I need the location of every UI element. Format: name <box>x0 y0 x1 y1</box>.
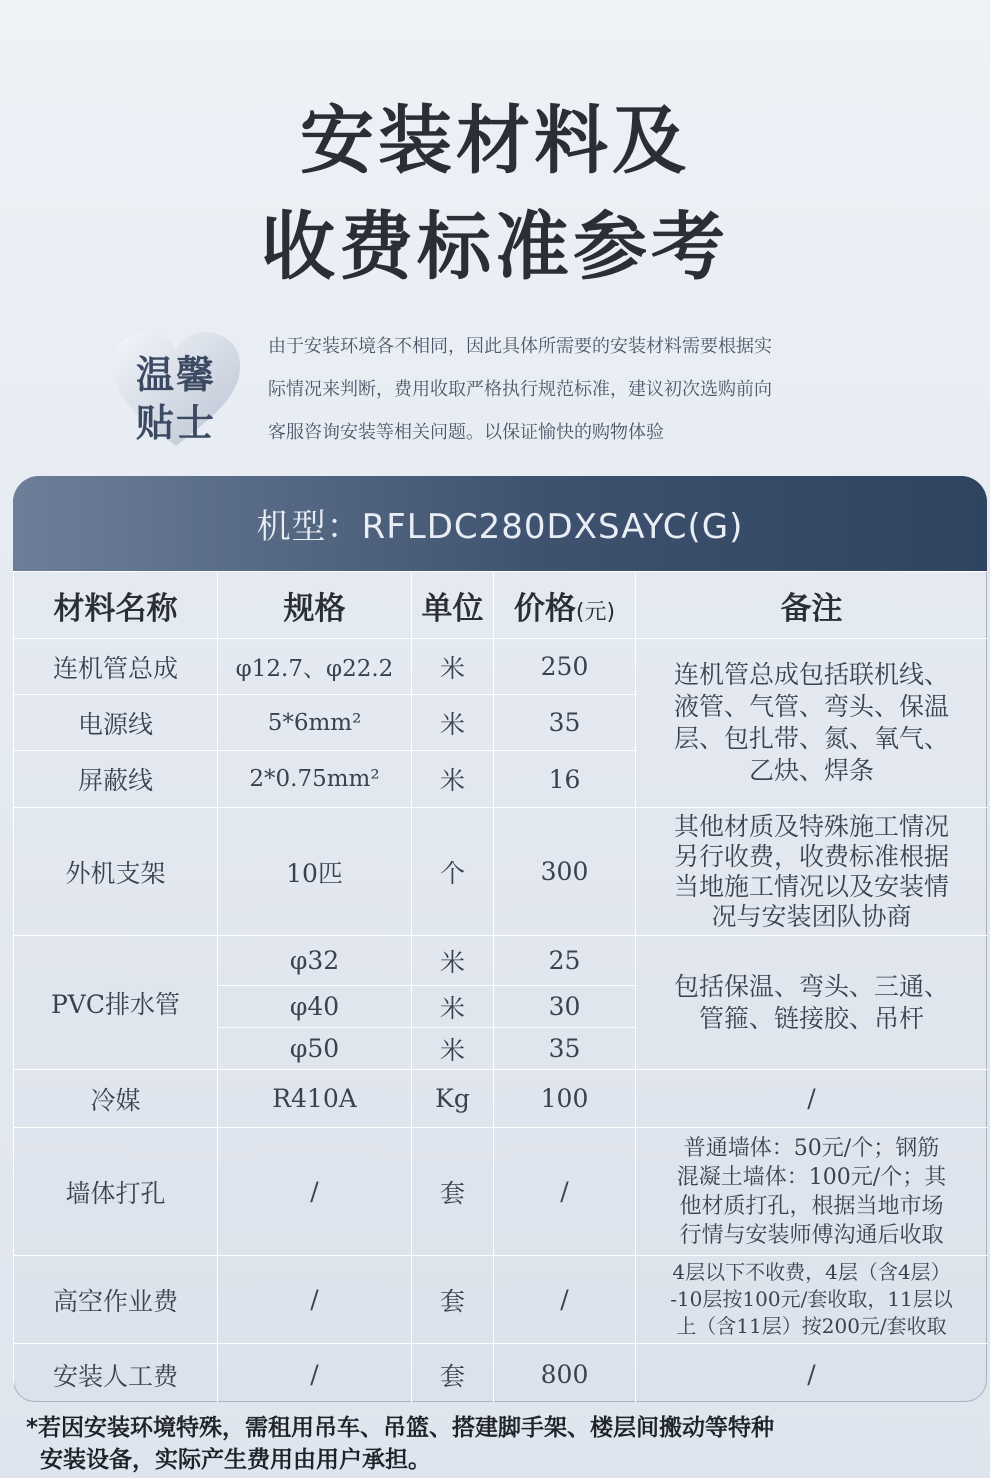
header-price <box>494 572 636 639</box>
footer-note <box>26 1412 966 1476</box>
note-line: 行情与安装师傅沟通后收取 <box>679 1222 944 1248</box>
table-row <box>14 1344 988 1403</box>
cell-spec: φ12.7、φ22.2 <box>218 639 412 695</box>
footer-line: *若因安装环境特殊，需租用吊车、吊篮、搭建脚手架、楼层间搬动等特种 <box>26 1415 775 1441</box>
cell-spec: / <box>218 1256 412 1344</box>
cell-unit: 米 <box>412 639 494 695</box>
cell-unit: 米 <box>412 695 494 751</box>
cell-spec: / <box>218 1344 412 1403</box>
header-price-label: 价格 <box>513 590 576 627</box>
cell-unit: 米 <box>412 751 494 808</box>
cell-note-pipes <box>636 639 988 808</box>
note-line: 另行收费，收费标准根据 <box>673 841 949 871</box>
price-card <box>13 476 987 1402</box>
price-table <box>13 571 987 1402</box>
cell-price: 35 <box>494 1028 636 1070</box>
cell-note-refrigerant: / <box>636 1070 988 1128</box>
note-line: 液管、气管、弯头、保温 <box>673 692 949 721</box>
cell-name: 屏蔽线 <box>14 751 218 808</box>
note-line: 当地施工情况以及安装情 <box>673 871 949 901</box>
cell-price: 300 <box>494 808 636 936</box>
cell-note-bracket <box>636 808 988 936</box>
footer-line: 安装设备，实际产生费用由用户承担。 <box>40 1447 431 1473</box>
cell-name: 墙体打孔 <box>14 1128 218 1256</box>
table-row <box>14 936 988 986</box>
tip-label-line1: 温馨 <box>135 353 216 397</box>
cell-unit: 套 <box>412 1128 494 1256</box>
cell-name: 电源线 <box>14 695 218 751</box>
cell-spec: 2*0.75mm² <box>218 751 412 808</box>
cell-unit: Kg <box>412 1070 494 1128</box>
model-label: 机型：RFLDC280DXSAYC(G) <box>256 507 744 547</box>
cell-note-height <box>636 1256 988 1344</box>
tip-badge <box>108 330 244 450</box>
table-row <box>14 1128 988 1256</box>
cell-unit: 米 <box>412 986 494 1028</box>
note-line: 包括保温、弯头、三通、 <box>673 971 949 1001</box>
note-line: 其他材质及特殊施工情况 <box>673 811 949 841</box>
cell-price: 35 <box>494 695 636 751</box>
note-line: 管箍、链接胶、吊杆 <box>698 1003 924 1033</box>
cell-note-pvc <box>636 936 988 1070</box>
note-line: 连机管总成包括联机线、 <box>673 660 949 689</box>
tip-label-line2: 贴士 <box>135 401 216 445</box>
note-line: 他材质打孔，根据当地市场 <box>679 1193 944 1219</box>
cell-name: 外机支架 <box>14 808 218 936</box>
cell-price: / <box>494 1128 636 1256</box>
header-note: 备注 <box>636 572 988 639</box>
note-line: 乙炔、焊条 <box>748 756 874 785</box>
table-row <box>14 639 988 695</box>
note-line: 4层以下不收费，4层（含4层） <box>672 1260 951 1284</box>
cell-price: 25 <box>494 936 636 986</box>
tip-line: 际情况来判断，费用收取严格执行规范标准，建议初次选购前向 <box>268 379 772 400</box>
note-line: 层、包扎带、氮、氧气、 <box>673 724 949 753</box>
cell-spec: φ32 <box>218 936 412 986</box>
table-row <box>14 1070 988 1128</box>
cell-unit: 米 <box>412 1028 494 1070</box>
cell-price: 800 <box>494 1344 636 1403</box>
page-title-line1: 安装材料及 <box>300 98 690 184</box>
page-title-line2: 收费标准参考 <box>261 204 729 290</box>
cell-price: 100 <box>494 1070 636 1128</box>
header-unit: 单位 <box>412 572 494 639</box>
cell-spec: φ40 <box>218 986 412 1028</box>
cell-note-labor: / <box>636 1344 988 1403</box>
cell-price: / <box>494 1256 636 1344</box>
model-header <box>13 476 987 571</box>
table-row <box>14 808 988 936</box>
table-row <box>14 1256 988 1344</box>
header-spec: 规格 <box>218 572 412 639</box>
cell-price: 16 <box>494 751 636 808</box>
tip-line: 客服咨询安装等相关问题。以保证愉快的购物体验 <box>268 422 664 443</box>
cell-unit: 米 <box>412 936 494 986</box>
cell-spec: 5*6mm² <box>218 695 412 751</box>
cell-name: 连机管总成 <box>14 639 218 695</box>
cell-price: 250 <box>494 639 636 695</box>
tip-line: 由于安装环境各不相同，因此具体所需要的安装材料需要根据实 <box>268 336 772 357</box>
cell-name: 冷媒 <box>14 1070 218 1128</box>
note-line: -10层按100元/套收取，11层以 <box>670 1287 953 1311</box>
cell-unit: 个 <box>412 808 494 936</box>
cell-spec: φ50 <box>218 1028 412 1070</box>
header-name: 材料名称 <box>14 572 218 639</box>
table-header-row <box>14 572 988 639</box>
cell-spec: 10匹 <box>218 808 412 936</box>
cell-unit: 套 <box>412 1256 494 1344</box>
header-price-unit: (元) <box>575 599 616 625</box>
note-line: 上（含11层）按200元/套收取 <box>676 1314 947 1338</box>
cell-unit: 套 <box>412 1344 494 1403</box>
cell-name: 高空作业费 <box>14 1256 218 1344</box>
note-line: 况与安装团队协商 <box>711 901 912 931</box>
note-line: 混凝土墙体：100元/个；其 <box>676 1164 947 1190</box>
cell-spec: R410A <box>218 1070 412 1128</box>
cell-name: PVC排水管 <box>14 936 218 1070</box>
note-line: 普通墙体：50元/个；钢筋 <box>683 1135 940 1161</box>
cell-spec: / <box>218 1128 412 1256</box>
cell-price: 30 <box>494 986 636 1028</box>
cell-note-drilling <box>636 1128 988 1256</box>
tip-text <box>268 330 868 459</box>
cell-name: 安装人工费 <box>14 1344 218 1403</box>
